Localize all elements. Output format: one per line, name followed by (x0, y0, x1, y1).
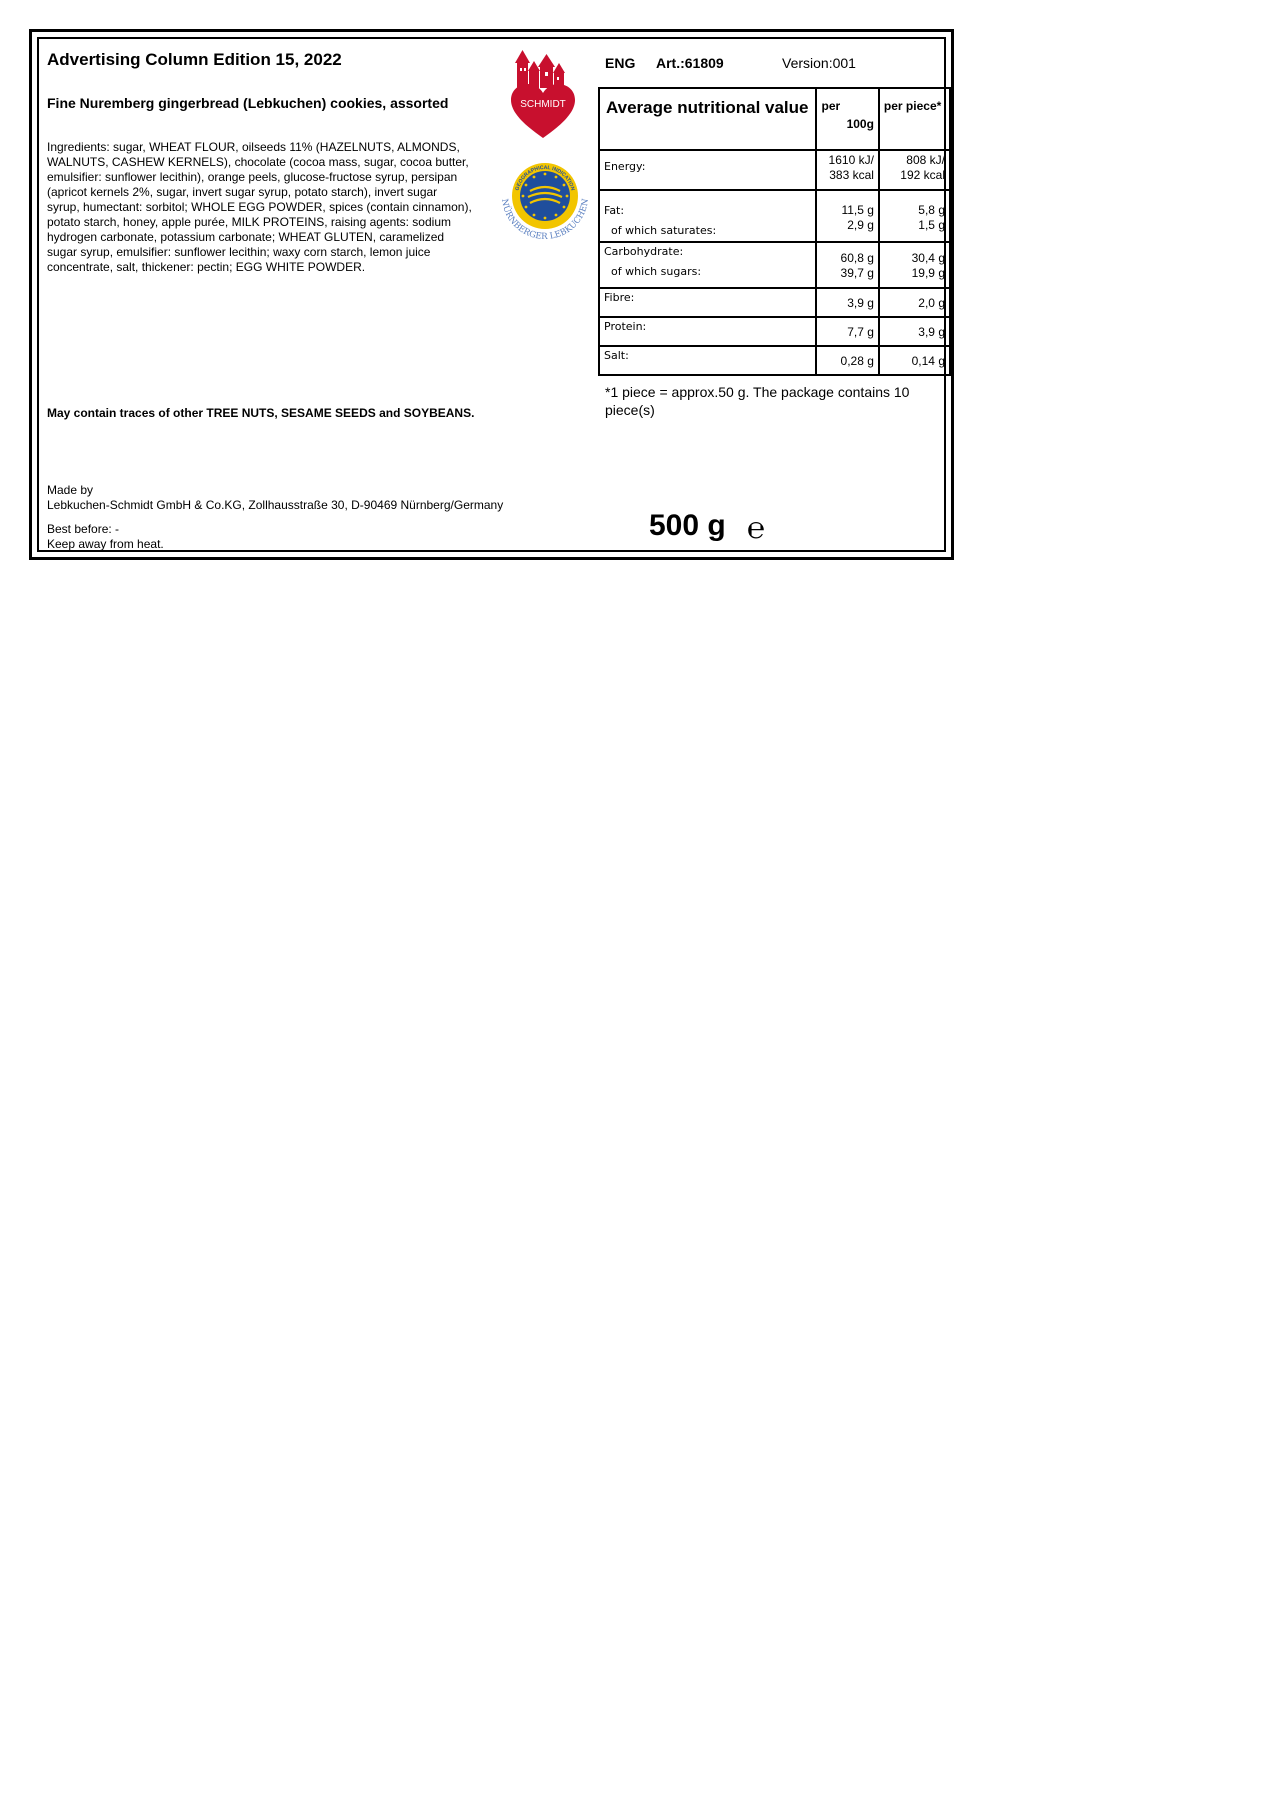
nutrient-sub-label: of which saturates: (611, 224, 717, 237)
article-number: Art.:61809 (656, 55, 724, 71)
value-piece: 0,14 g (911, 354, 945, 368)
col-per-piece: per piece* (879, 88, 950, 150)
made-by-label: Made by (47, 483, 94, 497)
schmidt-logo (509, 48, 577, 140)
seal-top-text: GEOGRAPHICAL INDICATION (514, 164, 576, 192)
value-piece-2: 192 kcal (900, 168, 945, 182)
allergen-traces: May contain traces of other TREE NUTS, SESAME SEEDS and SOYBEANS. (47, 406, 475, 420)
value-100g: 60,8 g (840, 251, 874, 265)
pgi-seal-icon (490, 141, 600, 251)
product-label (29, 29, 954, 560)
value-100g: 11,5 g (841, 203, 874, 217)
best-before: Best before: - (47, 522, 120, 536)
value-100g-2: 383 kcal (829, 168, 874, 182)
label-inner-frame (37, 37, 946, 552)
manufacturer-address: Lebkuchen-Schmidt GmbH & Co.KG, Zollhausstraße 30, D-90469 Nürnberg/Germany (47, 498, 504, 512)
nutrient-label: Carbohydrate: (604, 245, 684, 258)
label-title: Advertising Column Edition 15, 2022 (47, 50, 342, 69)
col-per-100g-unit: 100g (846, 117, 874, 131)
storage-note: Keep away from heat. (47, 537, 164, 551)
nutrient-label: Protein: (604, 320, 647, 333)
seal-bottom-text: NÜRNBERGER LEBKUCHEN (498, 198, 592, 243)
nutrient-label: Fat: (604, 204, 625, 217)
col-per-100g-per: per (821, 99, 841, 113)
value-100g: 7,7 g (847, 325, 874, 339)
nutrition-row-fibre (599, 288, 950, 317)
version-number: Version:001 (782, 55, 856, 71)
value-100g: 1610 kJ/ (828, 153, 874, 167)
nutrition-row-carbohydrate (599, 242, 950, 288)
nutrient-label: Fibre: (604, 291, 635, 304)
net-weight: 500 g (649, 509, 726, 542)
nutrient-label: Energy: (604, 160, 646, 173)
nutrition-table (598, 87, 951, 376)
nutrition-row-energy (599, 150, 950, 190)
castle-icon (515, 50, 565, 88)
heart-icon (511, 84, 575, 138)
nutrition-row-salt (599, 346, 950, 375)
value-100g-2: 2,9 g (847, 218, 874, 232)
value-piece: 30,4 g (911, 251, 945, 265)
value-piece: 2,0 g (918, 296, 945, 310)
language-code: ENG (605, 55, 636, 71)
estimate-mark-icon: ℮ (747, 511, 766, 546)
nutrition-row-protein (599, 317, 950, 346)
value-piece: 808 kJ/ (906, 153, 945, 167)
value-piece-2: 19,9 g (911, 266, 945, 280)
seal-inner-disc (520, 171, 570, 221)
product-name: Fine Nuremberg gingerbread (Lebkuchen) cookies, assorted (47, 95, 449, 111)
col-per-100g (816, 88, 878, 150)
value-piece: 5,8 g (918, 203, 945, 217)
value-piece: 3,9 g (918, 325, 945, 339)
ingredients-text: Ingredients: sugar, WHEAT FLOUR, oilseeds 11% (HAZELNUTS, ALMONDS, WALNUTS, CASHEW KERNELS), chocolate (cocoa mass, sugar, cocoa butter, emulsifier: sunflower lecithin), orange peels, glucose-fructose syrup, persipan (apricot kernels 2%, sugar, invert sugar syrup, potato starch), invert sugar syrup, humectant: sorbitol; WHOLE EGG POWDER, spices (contain cinnamon), potato starch, honey, apple purée, MILK PROTEINS, raising agents: sodium hydrogen carbonate, potassium carbonate; WHEAT GLUTEN, caramelized sugar syrup, emulsifier: sunflower lecithin; waxy corn starch, lemon juice concentrate, salt, thickener: pectin; EGG WHITE POWDER. (47, 140, 472, 274)
brand-name: SCHMIDT (520, 99, 566, 110)
nutrient-sub-label: of which sugars: (611, 265, 702, 278)
value-100g: 0,28 g (840, 354, 874, 368)
value-100g: 3,9 g (847, 296, 874, 310)
value-100g-2: 39,7 g (840, 266, 874, 280)
value-piece-2: 1,5 g (918, 218, 945, 232)
nutrition-row-fat (599, 190, 950, 242)
nutrient-label: Salt: (604, 349, 629, 362)
nutrition-title: Average nutritional value (599, 88, 816, 150)
piece-footnote: *1 piece = approx.50 g. The package contains 10 piece(s) (605, 384, 910, 418)
